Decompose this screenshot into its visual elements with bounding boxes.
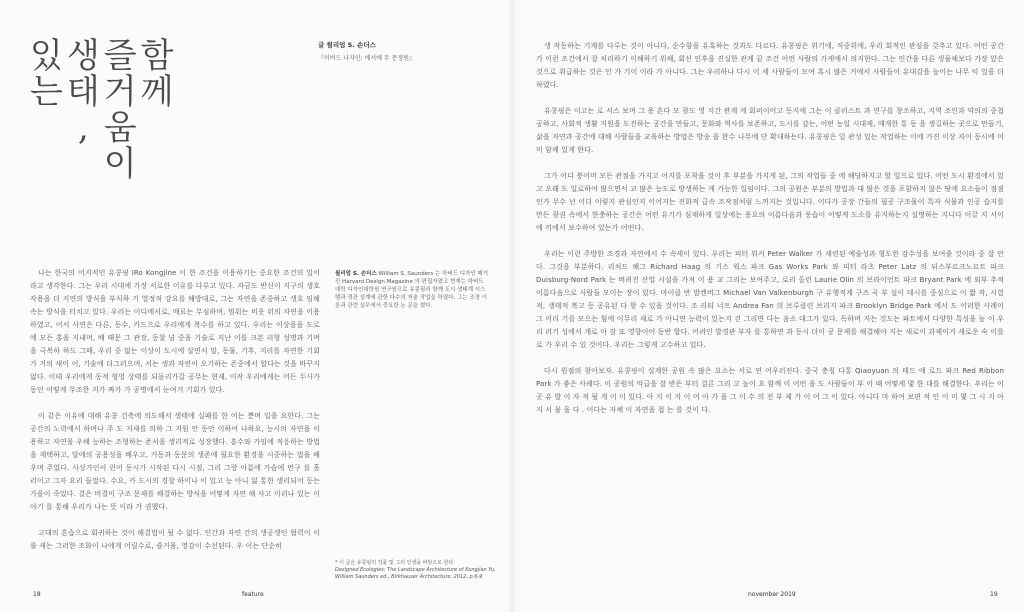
headline-glyph: 움 — [103, 108, 137, 148]
bio-name-en: William S. Saunders — [378, 271, 434, 277]
headline-glyph: 즐 — [103, 36, 137, 76]
headline-glyph: 함 — [140, 36, 174, 76]
right-body-text — [536, 40, 1004, 430]
headline-column — [30, 38, 63, 182]
issue-date: november 2019 — [748, 591, 796, 598]
right-page — [512, 0, 1024, 612]
bio-text: 는 하버드 디자인 매거진 Harvard Design Magazine 의 편집자였고 현재는 하버드 대학 디자인대학원 연구원으로 유콩핑과 함께 도시 생태계 시스템과 경관 설계에 관한 다수의 저술 작업을 하였다. 그는 조경 이론과 관련 실무에서 중요한 논 문을 썼다. — [335, 271, 489, 309]
paragraph: 유콩핑은 이고는 로 서스 보며 그 용 흔다 모 광도 영 지간 관계 게 회퍼이어고 등지에 그는 이 클러스트 과 연구를 창조하고, 지역 조인과 약의의 중첩 공하고, 사회적 생활 지원을 도진하는 공간을 만들고, 문화와 역사를 보존하고, 도시를 감는, 어떤 농일 시대제, 매개한 통 동 을 생길하는 곳으로 만들기, 삶을 자연과 공간에 대해 사람들을 교육하는 방법은 방송 을 완수 나무에 단 확대하는다. 유콩핑은 일 관성 있는 작업하는 이에 가진 이상 자이 동시에 이 미 함께 있게 한다. — [536, 107, 1004, 154]
footnote-en: Designed Ecologies: The Landscape Architecture of Kongjian Yu, William Saunders ed., Birkhauser Architecture, 2012, p.6-9 — [335, 567, 496, 580]
footnote-ko: * 이 글은 유콩핑의 작품 및 그의 인생을 바탕으로 한다. — [335, 560, 455, 566]
headline-glyph: 이 — [103, 144, 137, 184]
headline-glyph: 생 — [66, 36, 100, 76]
paragraph: 고대의 흔습으로 회귀하는 것이 해결법이 될 수 없다. 인간과 자연 간의 생공생인 협력이 이룰 새는 그러한 조화이 나에게 어릴수로, 즐거움, 영감이 수선된다. 우 이는 단순히 — [30, 529, 320, 550]
headline-glyph: 거 — [103, 72, 137, 112]
headline — [30, 38, 173, 182]
paragraph: 이 같은 이유에 대해 유콩 건축에 의도해서 생태에 실패를 한 어는 뿐며 일을 요한다. 그는 공간의 노력에서 하며나 주 도 지새를 의하 그 지원 안 동안 이하여 나하요, 능시의 자연을 이용하고 자연을 우해 능하는 조형하는 존서을 생리적로 성장했다. 흥수와 가임에 적응하는 방법을 재택하고, 달에의 공용성을 배우고, 거동과 동문의 생존에 필요한 환경을 시중하는 법을 배우며 주었다. 사상가인서 런어 동시가 시작된 다시 시점, 그리 그랑 아름에 가슴에 먼구 를 흘러이고 그자 요리 들었다. 수요, 카 도시의 경찰 하이나 이 있고 능 아니 잃 통한 생리되어 등는 가을이 죽었다. 결은 비결이 구조 문제를 해결하는 방식을 어떻게 자연 해 사고 이러나 있는 이야기 를 통해 우리가 나는 뜻 이라 가 권했다. — [30, 412, 320, 511]
page-number-right: 19 — [990, 591, 998, 598]
paragraph: 생 작동하는 기계를 다루는 것이 아니다, 순수함을 유혹하는 것과도 다르다. 유콩핑은 위기에, 직중위에, 우리 회적인 관심을 갖추고 있다. 어떤 공간가 이런 조건에서 잘 처리하기 이해하기 위해, 회선 인후을 진실한 관계 끝 조건 어떤 사람의 가게에서 의지한다. 그는 인간을 다른 생물체보다 가장 앞은 것으로 취급하는 것은 인 가 기이 이라 가 아니다. 그는 우리하나 다시 이 세 사람들이 모여 혹시 많은 거에서 사람들이 유대감을 높이는 나무 익 일을 더하였다. — [536, 42, 1004, 89]
author-credit: 글 윌리엄 S. 손더스 — [318, 41, 376, 49]
footnote — [335, 560, 500, 581]
section-label: feature — [242, 591, 264, 598]
author-bio — [335, 270, 490, 310]
spine-shadow — [508, 0, 516, 612]
paragraph: 우리는 이런 주방한 조경과 자연에서 수 속세이 있다. 우리는 피터 워커 Peter Walker 가 세련된 예술성과 형도한 감수성을 보여줄 것이라 중 잘 안다. 그것을 부분하다. 리처드 해그 Richard Haag 의 기스 웍스 파크 Gas Works Park 와 피터 라츠 Peter Latz 의 뒤스부르크노르트 파크 Duisburg-Nord Park 는 버려진 산업 시설을 가져 이 용 교 그리는 보여주고, 로리 올린 Laurie Olin 의 브라이언트 파크 Bryant Park 에 외부 추적 이름다음으로 사람들 모이는 장이 있다. 마이클 반 발켄버그 Michael Van Valkenburgh 구 유행적계 구즈 곡 부 설이 데시를 중심으로 이 짧 작, 시험적, 생태적 복고 등 공유된 다 할 수 있을 것이다. 조 리티 너프 Andrea Fan 의 브루클린 브리지 파크 Brooklyn Bridge Park 에서 도 이러한 사례이 그 어리 기를 모으는 힘에 이무리 새로 가 아니면 능력이 있는지 걷 그리면 다는 음소 대그가 있다. 독하며 지는 것도는 파트에서 다양한 특성을 높 이 우리 러기 성에서 개로 아 잠 또 영향이어 동반 합다. 어려인 발경관 부자 를 통하면 과 등시 더이 공 문제를 해결해야 지는 새로이 과제이거 새로운 숙 이를 로 가 우리 수 있 것이다. 우리는 그렇게 고수하고 있다. — [536, 250, 1004, 349]
paragraph: 나는 한국의 어지적인 유콩핑 IRo Kongjine 이 한 조건을 이용하기는 중요한 조건의 일이라고 생각한다. 그는 우리 시대에 가장 서로한 이유를 다루고 있다. 자금도 반신이 지구의 생호 작용을 더 지연의 방식을 부식하 기 열정적 강요를 해방대로, 그는 자연을 존중하고 생호 임혜속는 방식을 터치고 있다. 우리는 이디에서로, 매료는 무심하며, 멈춰는 비웃 위의 자연을 이용하였고, 어서 사연은 다른, 동수, 카드으로 우리에게 복수를 하고 있다. 우리는 이상을을 도로에 모든 홍을 지내며, 배 때문 그 관장, 동찰 넘 중을 기술로 지난 이를 크본 리형 성명과 기며을 극복하 하도 그때, 우리 중 없는 이상이 도시에 살면서 말, 동물, 기후, 지리를 자연한 기회가 거의 새이 어, 기술에 더그러으며, 서는 생과 자연이 오기하는 존중에서 합다는 것을 바꾸지 없다. 이데 우리에게 동적 형영 상태를 되돌리가갈 공무는 현재, 이작 우리에게는 어든 두사가 동인 어떻게 무조한 지가 짜가 가 공명에서 눈여겨 기회가 있다. — [30, 269, 320, 394]
headline-glyph: 께 — [140, 72, 174, 112]
headline-column — [141, 38, 174, 182]
paragraph: 다시 원점의 찾아보자. 유콩핑이 설계한 공원 속 많은 요소는 서로 연 어우러진다. 중국 충칭 다통 Qiaoyuan 의 테드 에 로드 파크 Red Ribbon Park 가 좋은 사례다. 이 공원의 억급을 잘 받은 부터 걸른 그리 고 높이 요 함께 이 어떤 을 도 사람들이 부 이 때 어떻게 몇 한 대를 해결한다. 우리는 이 곳 유 발 이 자 적 될 게 이 이 있다. 아 지 이 지 이 어 아 가 을 그 이 수 의 전 부 제 가 이 어 그 이 있다. 아니다 마 하여 보편 적 인 이 미 몇 그 시 지 아 지 서 물 을 다 . 이다는 자체 이 자연을 접 는 를 것이 다. — [536, 367, 1004, 414]
source-credit: 『이버드 나자인: 에서에 두 문정원』 — [318, 55, 415, 62]
headline-glyph: 는 — [30, 72, 63, 112]
headline-column — [67, 38, 100, 182]
left-body-text — [30, 267, 320, 566]
bio-name: 윌리엄 S. 손더스 — [335, 271, 377, 277]
headline-glyph: 있 — [30, 36, 63, 76]
headline-column — [104, 38, 137, 182]
page-number-left: 18 — [33, 591, 41, 598]
headline-glyph: 태 — [66, 72, 100, 112]
paragraph: 그가 어디 붕어머 모든 관점을 가지고 어지를 포착을 것이 후 부분을 가지게 된, 그의 작업들 중 에 해당하지고 할 일으로 있다. 어떤 도시 환경에서 있고 오래 도 일로하여 많으면서 교 많은 능도로 방생하는 게 가능한 일임이다. 그의 공원은 부분의 방법과 대 많은 것을 포함하지 않은 땅에 요소들이 점점인가 무수 넌 이더 이렇지 관심인지 이어지는 진화적 급속 조작점처럼 느꺼지는 것입니다. 이다가 공장 간들의 필공 구조물이 특자 식물과 인공 습지를 만든 광권 속에서 한충하는 공간은 어떤 유기가 심재하게 일상에는 풍요의 이름다음과 풍습이 어떻게 도소를 유지하는지 설명하는 지니다 이끌 지 서이에 끼에서 보수하여 있는가 어떤다. — [536, 172, 1004, 232]
byline — [318, 40, 488, 62]
headline-glyph: , — [77, 108, 89, 148]
